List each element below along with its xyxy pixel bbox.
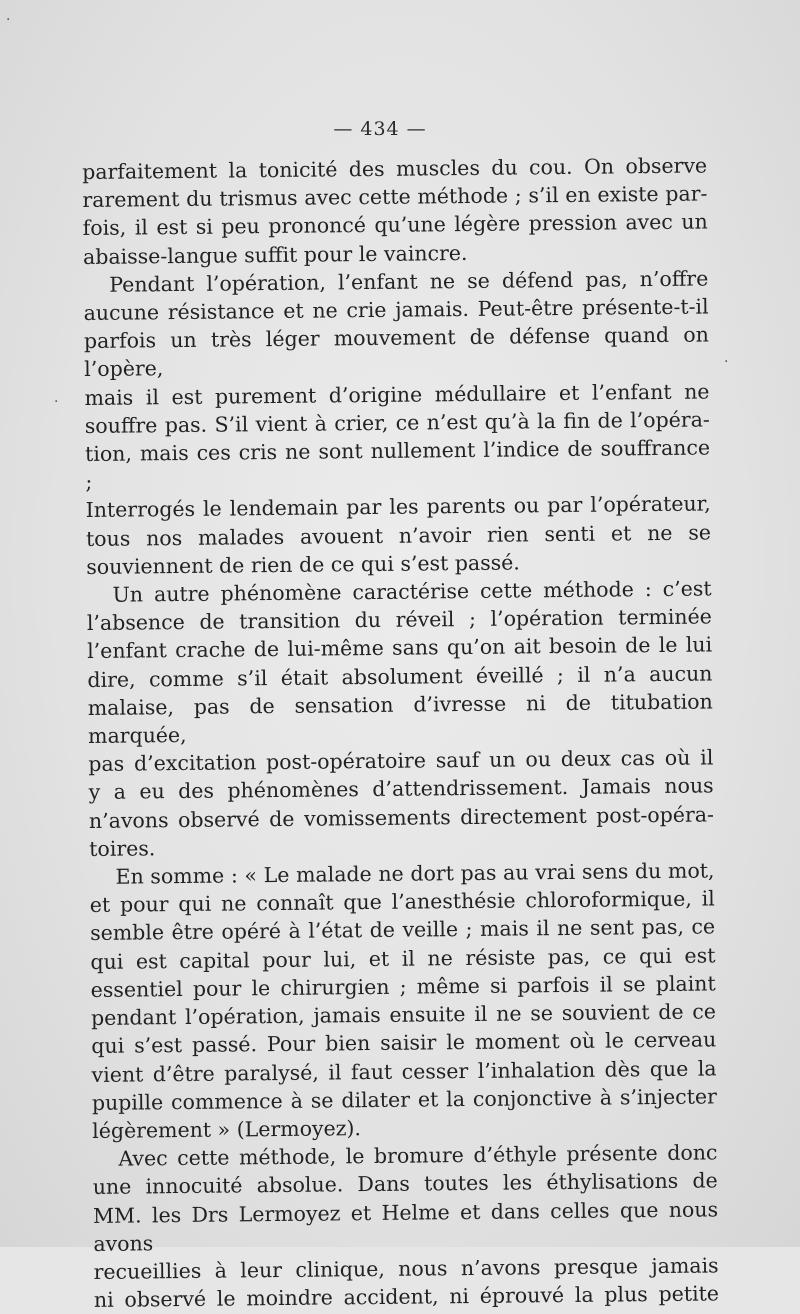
text-line: l’enfant crache de lui-même sans qu’on ait besoin de le lui bbox=[87, 632, 713, 664]
text-line: parfaitement la tonicité des muscles du cou. On observe bbox=[82, 153, 708, 184]
text-line: MM. les Drs Lermoyez et Helme et dans celles que nous avons bbox=[92, 1196, 719, 1256]
text-line: tous nos malades avouent n’avoir rien senti et ne se bbox=[85, 520, 712, 551]
text-line: souffre pas. S’il vient à crier, ce n’est qu’à la fin de l’opéra- bbox=[84, 407, 710, 438]
text-line: une innocuité absolue. Dans toutes les éthylisations de bbox=[92, 1168, 718, 1200]
text-line: recueillies à leur clinique, nous n’avons presque jamais bbox=[93, 1253, 719, 1284]
body-text bbox=[82, 151, 719, 1314]
text-line: vient d’être paralysé, il faut cesser l’inhalation dès que la bbox=[91, 1055, 717, 1087]
text-line: pas d’excitation post-opératoire sauf un ou deux cas où il bbox=[88, 745, 714, 777]
text-line: abaisse-langue suffit pour le vaincre. bbox=[82, 240, 468, 269]
stray-ink-mark: · bbox=[54, 394, 59, 410]
text-line: essentiel pour le chirurgien ; même si parfois il se plaint bbox=[90, 971, 716, 1002]
text-line: semble être opéré à l’état de veille ; mais il ne sent pas, ce bbox=[89, 914, 716, 946]
text-line: Avec cette méthode, le bromure d’éthyle présente donc bbox=[118, 1140, 718, 1171]
text-line: En somme : « Le malade ne dort pas au vrai sens du mot, bbox=[115, 858, 715, 889]
text-line: qui s’est passé. Pour bien saisir le moment où le cerveau bbox=[91, 1027, 717, 1059]
page-number: — 434 — bbox=[333, 118, 427, 140]
text-line: ni observé le moindre accident, ni éprouvé la plus petite bbox=[93, 1281, 720, 1313]
text-line: toires. bbox=[89, 836, 156, 861]
text-line: malaise, pas de sensation d’ivresse ni de titubation marquée, bbox=[87, 689, 713, 749]
text-line: Un autre phénomène caractérise cette méthode : c’est bbox=[112, 576, 712, 607]
text-line: tion, mais ces cris ne sont nullement l’indice de souffrance ; bbox=[84, 435, 711, 495]
text-line: parfois un très léger mouvement de défense quand on l’opère, bbox=[83, 322, 710, 382]
text-line: et pour qui ne connaît que l’anesthésie chloroformique, il bbox=[89, 886, 715, 918]
text-line: aucune résistance et ne crie jamais. Peut-être présente-t-il bbox=[83, 294, 709, 326]
text-line: dire, comme s’il était absolument éveillé ; il n’a aucun bbox=[87, 661, 713, 692]
text-line: Interrogés le lendemain par les parents ou par l’opérateur, bbox=[85, 491, 711, 523]
stray-ink-mark: · bbox=[724, 354, 729, 370]
text-line: rarement du trismus avec cette méthode ; s’il en existe par- bbox=[82, 181, 708, 213]
text-line: pupille commence à se dilater et la conjonctive à s’injecter bbox=[91, 1084, 717, 1115]
stray-ink-mark: · bbox=[6, 12, 11, 28]
text-line: n’avons observé de vomissements directement post-opéra- bbox=[88, 802, 715, 833]
text-line: mais il est purement d’origine médullaire et l’enfant ne bbox=[84, 379, 710, 410]
text-line: fois, il est si peu prononcé qu’une légère pression avec un bbox=[82, 209, 708, 241]
text-line: qui est capital pour lui, et il ne résiste pas, ce qui est bbox=[90, 943, 716, 974]
text-line: y a eu des phénomènes d’attendrissement. Jamais nous bbox=[88, 773, 714, 805]
text-line: légèrement » (Lermoyez). bbox=[92, 1116, 362, 1143]
text-line: l’absence de transition du réveil ; l’opération terminée bbox=[86, 604, 712, 636]
text-line: Pendant l’opération, l’enfant ne se défend pas, n’offre bbox=[109, 266, 709, 297]
text-line: pendant l’opération, jamais ensuite il ne se souvient de ce bbox=[90, 999, 717, 1031]
text-line: souviennent de rien de ce qui s’est passé. bbox=[86, 550, 520, 579]
